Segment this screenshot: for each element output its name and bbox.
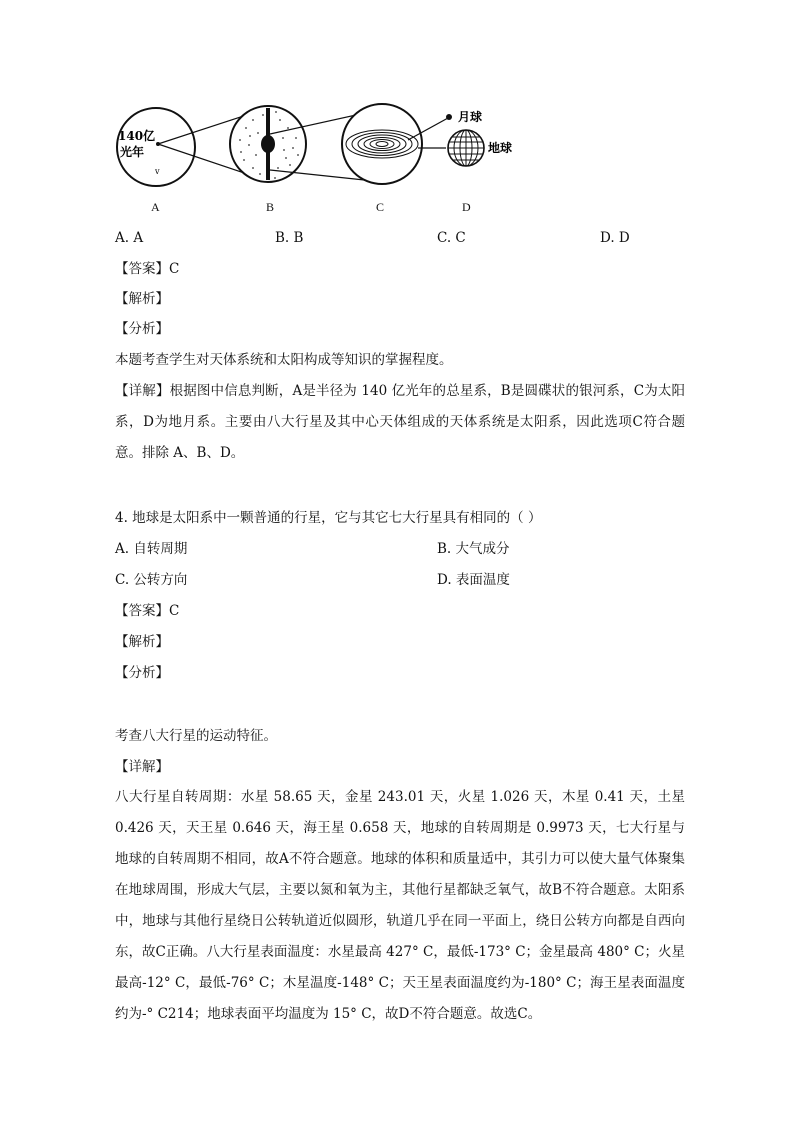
q3-option-d: D. D xyxy=(600,230,630,246)
circle-a-small-mark: v xyxy=(155,167,160,176)
q3-jiexi-heading: 【解析】 xyxy=(115,291,169,307)
q3-option-b: B. B xyxy=(275,230,304,246)
q4-fenxi-text: 考查八大行星的运动特征。 xyxy=(115,728,277,744)
q4-detail: 八大行星自转周期：水星 58.65 天，金星 243.01 天，火星 1.026 天，木星 0.41 天，土星 0.426 天，天王星 0.646 天，海王星 0.658 天，地球的自转周期是 0.9973 天，七大行星与地球的自转周期不相同，故A不符合题意。地球的体积和质量适中，其引力可以使大量气体聚集在地球周围，形成大气层，主要以氮和氧为主，其他行星都缺乏氧气，故B不符合题意。太阳系中，地球与其他行星绕日公转轨道近似圆形，轨道几乎在同一平面上，绕日公转方向都是自西向东，故C正确。八大行星表面温度：水星最高 427° C，最低-173° C；金星最高 480° C；火星最高-12° C，最低-76° C；木星温度-148° C；天王星表面温度约为-180° C；海王星表面温度约为-° C214；地球表面平均温度为 15° C，故D不符合题意。故选C。 xyxy=(115,789,685,1022)
moon-label: 月球 xyxy=(458,110,483,124)
q3-detail: 【详解】根据图中信息判断，A是半径为 140 亿光年的总星系，B是圆碟状的银河系，C为太阳系，D为地月系。主要由八大行星及其中心天体组成的天体系统是太阳系，因此选项C符合题意。排除 A、B、D。 xyxy=(115,383,685,461)
q3-option-c: C. C xyxy=(437,230,466,246)
q3-answer: 【答案】C xyxy=(115,261,180,277)
q4-option-b: B. 大气成分 xyxy=(437,541,510,557)
earth-globe xyxy=(448,130,484,166)
q4-stem: 4. 地球是太阳系中一颗普通的行星，它与其它七大行星具有相同的（ ） xyxy=(115,510,542,526)
figure-label-b: B xyxy=(266,200,275,214)
galaxy-bulge xyxy=(261,135,275,153)
moon xyxy=(446,114,452,120)
figure-label-d: D xyxy=(462,200,471,214)
q4-jiexi-heading: 【解析】 xyxy=(115,634,169,650)
circle-c xyxy=(342,104,422,184)
q4-option-d: D. 表面温度 xyxy=(437,572,510,588)
q3-fenxi-text: 本题考查学生对天体系统和太阳构成等知识的掌握程度。 xyxy=(115,352,453,368)
earth-label: 地球 xyxy=(488,141,513,155)
circle-a-text-2: 光年 xyxy=(120,145,145,159)
q4-detail-heading: 【详解】 xyxy=(115,759,169,775)
q4-option-c: C. 公转方向 xyxy=(115,572,188,588)
q4-fenxi-heading: 【分析】 xyxy=(115,665,169,681)
figure-drawing xyxy=(108,100,528,200)
figure-label-c: C xyxy=(376,200,385,214)
q3-fenxi-heading: 【分析】 xyxy=(115,321,169,337)
circle-a-text-1: 140亿 xyxy=(118,129,156,143)
q4-answer: 【答案】C xyxy=(115,603,180,619)
q3-option-a: A. A xyxy=(115,230,144,246)
q4-option-a: A. 自转周期 xyxy=(115,541,188,557)
figure-label-a: A xyxy=(151,200,160,214)
